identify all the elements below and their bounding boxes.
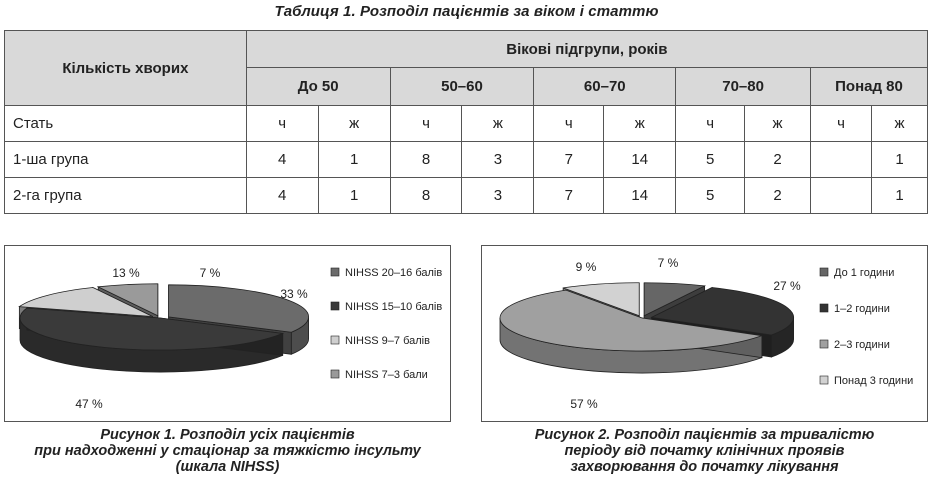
table-cell: 3 bbox=[462, 178, 534, 214]
age-group-header: 70–80 bbox=[676, 68, 811, 106]
table-cell: 14 bbox=[604, 178, 676, 214]
fig2-legend-label: До 1 години bbox=[834, 267, 895, 279]
table-cell: 2 bbox=[745, 142, 811, 178]
table-cell: 14 bbox=[604, 142, 676, 178]
fig2-value-label: 57 % bbox=[570, 397, 598, 411]
header-age-subgroups: Вікові підгрупи, років bbox=[246, 31, 927, 68]
row-label: 2-га група bbox=[5, 178, 247, 214]
table-cell: 5 bbox=[676, 178, 745, 214]
fig1-value-label: 33 % bbox=[280, 287, 308, 301]
caption-line: періоду від початку клінічних проявів bbox=[564, 443, 845, 459]
fig1-value-label: 13 % bbox=[112, 266, 140, 280]
sex-cell: ж bbox=[318, 106, 390, 142]
figure-2-pie-svg bbox=[482, 246, 927, 421]
table-cell: 1 bbox=[318, 178, 390, 214]
sex-cell: ж bbox=[745, 106, 811, 142]
caption-line: Рисунок 1. Розподіл усіх пацієнтів bbox=[100, 427, 355, 443]
fig2-legend-label: Понад 3 години bbox=[834, 375, 914, 387]
fig1-legend-label: NIHSS 15–10 балів bbox=[345, 301, 443, 313]
fig1-value-label: 7 % bbox=[199, 266, 221, 280]
table-title: Таблиця 1. Розподіл пацієнтів за віком і статтю bbox=[274, 3, 659, 20]
table-row bbox=[5, 142, 928, 178]
fig1-legend-swatch bbox=[331, 302, 339, 310]
figure-2-chart bbox=[481, 245, 928, 422]
fig2-value-label: 7 % bbox=[657, 256, 679, 270]
sex-cell: ч bbox=[390, 106, 462, 142]
table-cell: 3 bbox=[462, 142, 534, 178]
fig2-legend-swatch bbox=[820, 268, 828, 276]
table-cell: 4 bbox=[246, 178, 318, 214]
table-cell: 7 bbox=[534, 178, 604, 214]
age-group-header: 50–60 bbox=[390, 68, 534, 106]
table-cell: 1 bbox=[871, 142, 927, 178]
caption-line: (шкала NIHSS) bbox=[175, 459, 280, 475]
figure-1-pie-svg bbox=[5, 246, 450, 421]
figure-1-caption bbox=[4, 427, 451, 475]
fig1-legend-swatch bbox=[331, 268, 339, 276]
caption-line: при надходженні у стаціонар за тяжкістю інсульту bbox=[34, 443, 421, 459]
fig2-value-label: 27 % bbox=[773, 279, 801, 293]
fig2-legend-label: 2–3 години bbox=[834, 339, 890, 351]
fig2-legend-swatch bbox=[820, 340, 828, 348]
age-group-header: 60–70 bbox=[534, 68, 676, 106]
age-sex-table bbox=[4, 30, 928, 214]
header-patient-count: Кількість хворих bbox=[5, 31, 247, 106]
row-label: Стать bbox=[5, 106, 247, 142]
row-label: 1-ша група bbox=[5, 142, 247, 178]
sex-cell: ч bbox=[811, 106, 872, 142]
table-cell: 7 bbox=[534, 142, 604, 178]
age-group-header: Понад 80 bbox=[811, 68, 928, 106]
table-cell: 1 bbox=[318, 142, 390, 178]
fig1-legend-swatch bbox=[331, 370, 339, 378]
fig1-legend-label: NIHSS 7–3 бали bbox=[345, 369, 428, 381]
caption-line: Рисунок 2. Розподіл пацієнтів за тривалістю bbox=[534, 427, 875, 443]
fig1-legend-label: NIHSS 9–7 балів bbox=[345, 335, 430, 347]
table-cell: 1 bbox=[871, 178, 927, 214]
table-row bbox=[5, 178, 928, 214]
fig1-value-label: 47 % bbox=[75, 397, 103, 411]
fig1-legend-swatch bbox=[331, 336, 339, 344]
table-row-sex bbox=[5, 106, 928, 142]
figure-2-caption bbox=[481, 427, 928, 475]
sex-cell: ч bbox=[534, 106, 604, 142]
sex-cell: ж bbox=[604, 106, 676, 142]
fig1-legend-label: NIHSS 20–16 балів bbox=[345, 267, 443, 279]
fig2-legend-label: 1–2 години bbox=[834, 303, 890, 315]
table-cell: 8 bbox=[390, 178, 462, 214]
table-cell bbox=[811, 178, 872, 214]
table-cell: 2 bbox=[745, 178, 811, 214]
caption-line: захворювання до початку лікування bbox=[570, 459, 839, 475]
fig2-legend-swatch bbox=[820, 376, 828, 384]
table-cell: 4 bbox=[246, 142, 318, 178]
age-group-header: До 50 bbox=[246, 68, 390, 106]
fig2-value-label: 9 % bbox=[575, 260, 597, 274]
sex-cell: ж bbox=[871, 106, 927, 142]
sex-cell: ж bbox=[462, 106, 534, 142]
fig2-legend-swatch bbox=[820, 304, 828, 312]
table-cell: 5 bbox=[676, 142, 745, 178]
figure-1-chart bbox=[4, 245, 451, 422]
table-cell: 8 bbox=[390, 142, 462, 178]
sex-cell: ч bbox=[246, 106, 318, 142]
sex-cell: ч bbox=[676, 106, 745, 142]
table-cell bbox=[811, 142, 872, 178]
